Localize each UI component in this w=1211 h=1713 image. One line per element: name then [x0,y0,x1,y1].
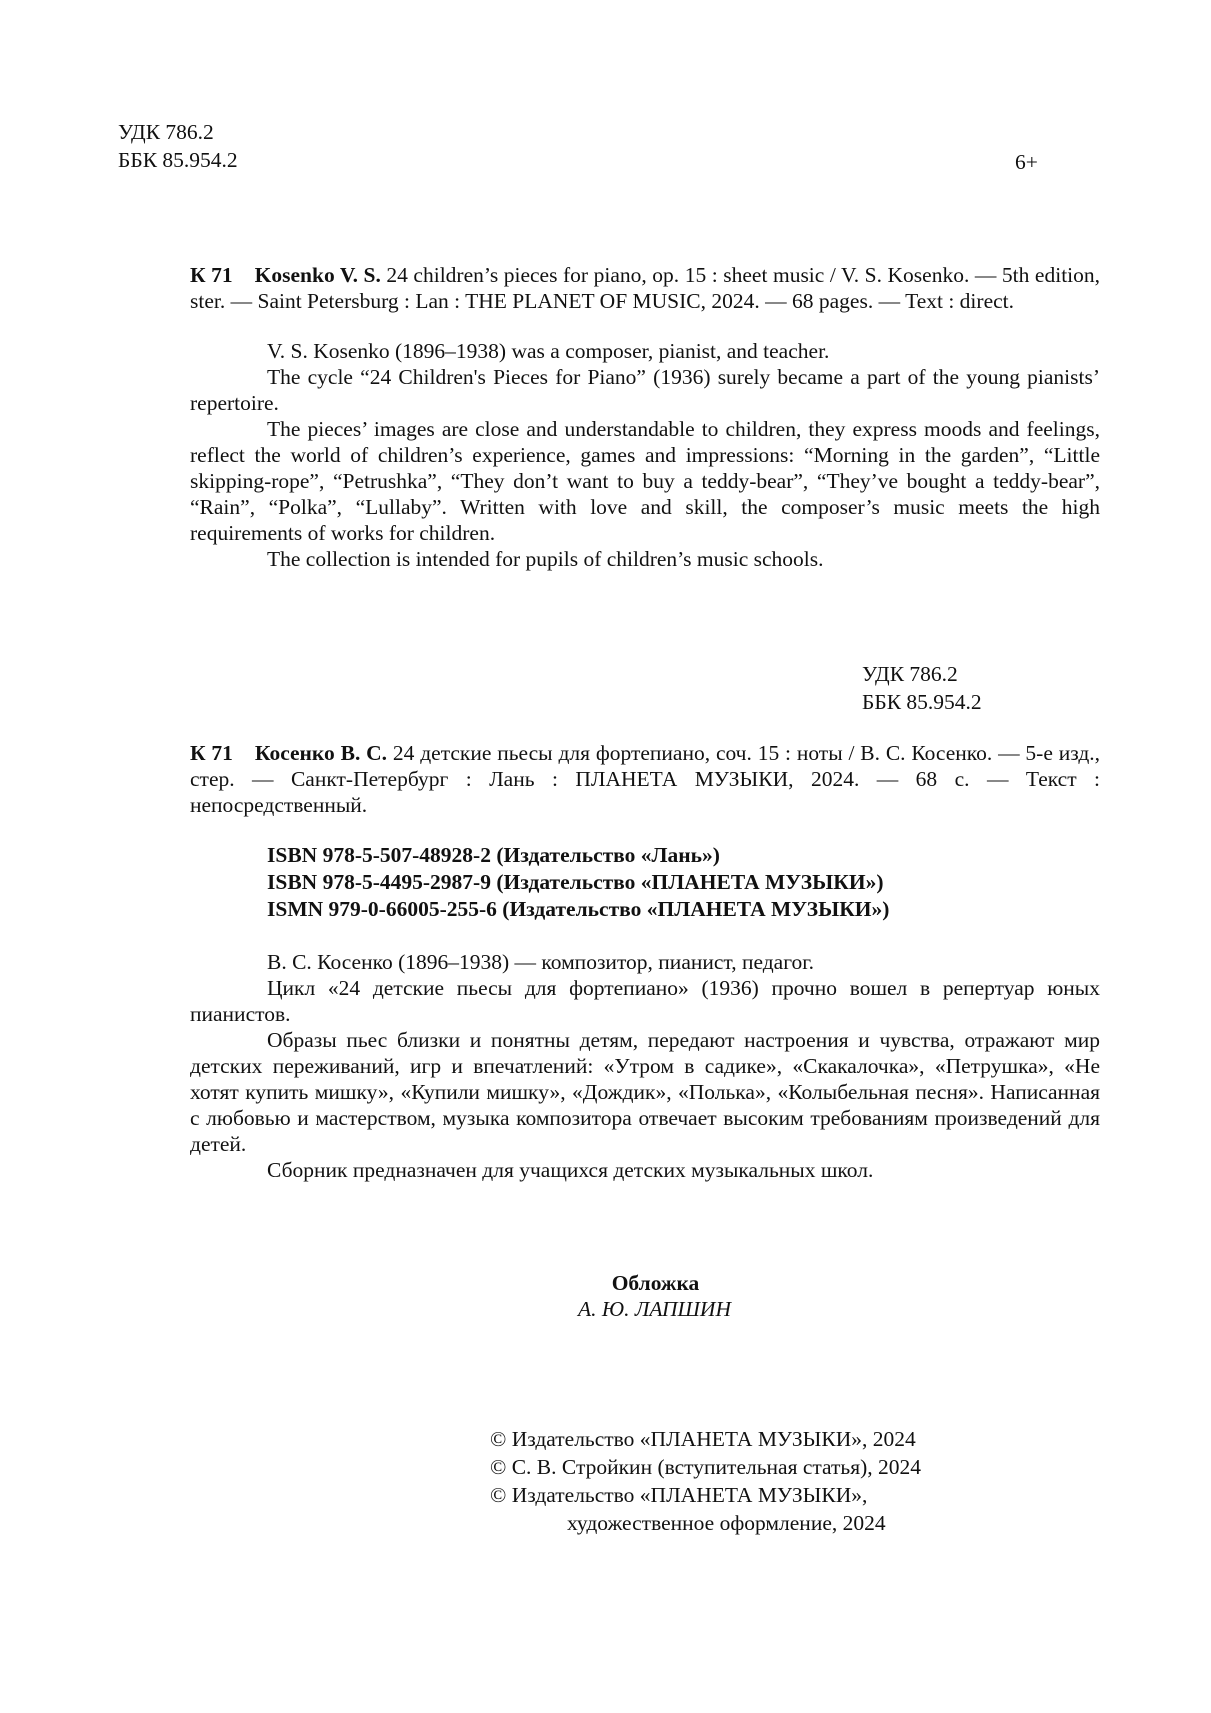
bibliographic-text: 24 детские пьесы для фортепиано, соч. 15 : ноты / В. С. Косенко. — 5-е изд., стер. — Санкт-Петербург : Лань : ПЛАНЕТА МУЗЫКИ, 2024. — 68 с. — Текст : непосредственный. [190,741,1101,817]
copyright-line: © Издательство «ПЛАНЕТА МУЗЫКИ», 2024 [490,1427,916,1451]
russian-annotation [190,949,1100,1183]
author-name: Косенко В. С. [254,741,388,765]
catalog-code: К 71 [190,263,233,287]
copyright-line: © С. В. Стройкин (вступительная статья), 2024 [490,1455,922,1479]
annotation-paragraph: The cycle “24 Children's Pieces for Piano” (1936) surely became a part of the young pianists’ repertoire. [190,365,1100,415]
isbn-list [190,842,1100,923]
author-name: Kosenko V. S. [254,263,381,287]
bibliographic-text: 24 children’s pieces for piano, op. 15 : sheet music / V. S. Kosenko. — 5th edition, ster. — Saint Petersburg : Lan : THE PLANET OF MUSIC, 2024. — 68 pages. — Text : direct. [190,263,1101,313]
annotation-paragraph: Сборник предназначен для учащихся детских музыкальных школ. [267,1158,874,1182]
age-rating: 6+ [1015,150,1038,174]
bbk-code: ББК 85.954.2 [118,148,238,172]
mid-classification-codes [862,660,982,716]
annotation-paragraph: В. С. Косенко (1896–1938) — композитор, пианист, педагог. [267,950,814,974]
isbn-line: ISBN 978-5-507-48928-2 (Издательство «Лань») [267,843,720,867]
catalog-code: К 71 [190,741,233,765]
annotation-paragraph: The collection is intended for pupils of children’s music schools. [267,547,824,571]
udk-code: УДК 786.2 [862,662,958,686]
english-bibliographic-record [190,262,1100,314]
isbn-line: ISBN 978-5-4495-2987-9 (Издательство «ПЛАНЕТА МУЗЫКИ») [267,870,884,894]
annotation-paragraph: Образы пьес близки и понятны детям, передают настроения и чувства, отражают мир детских переживаний, игр и впечатлений: «Утром в садике», «Скакалочка», «Петрушка», «Не хотят купить мишку», «Купили мишку», «Дождик», «Полька», «Колыбельная песня». Написанная с любовью и мастерством, музыка композитора отвечает высоким требованиям произведений для детей. [190,1028,1100,1156]
top-classification-codes [118,118,238,174]
cover-artist: А. Ю. ЛАПШИН [578,1297,731,1321]
cover-title: Обложка [611,1271,700,1295]
english-annotation [190,338,1100,572]
russian-section [190,740,1100,1183]
annotation-paragraph: The pieces’ images are close and understandable to children, they express moods and feelings, reflect the world of children’s experience, games and impressions: “Morning in the garden”, “Little skipping-rope”, “Petrushka”, “They don’t want to buy a teddy-bear”, “They’ve bought a teddy-bear”, “Rain”, “Polka”, “Lullaby”. Written with love and skill, the composer’s music meets the high requirements of works for children. [190,417,1100,545]
bbk-code: ББК 85.954.2 [862,690,982,714]
ismn-line: ISMN 979-0-66005-255-6 (Издательство «ПЛАНЕТА МУЗЫКИ») [267,897,890,921]
english-section [190,262,1100,572]
annotation-paragraph: Цикл «24 детские пьесы для фортепиано» (1936) прочно вошел в репертуар юных пианистов. [190,976,1100,1026]
cover-credit [0,1270,1211,1322]
copyright-notices [490,1425,990,1537]
russian-bibliographic-record [190,740,1100,818]
copyright-line-continued: художественное оформление, 2024 [567,1511,886,1535]
copyright-line: © Издательство «ПЛАНЕТА МУЗЫКИ», [490,1483,868,1507]
udk-code: УДК 786.2 [118,120,214,144]
annotation-paragraph: V. S. Kosenko (1896–1938) was a composer, pianist, and teacher. [267,339,830,363]
